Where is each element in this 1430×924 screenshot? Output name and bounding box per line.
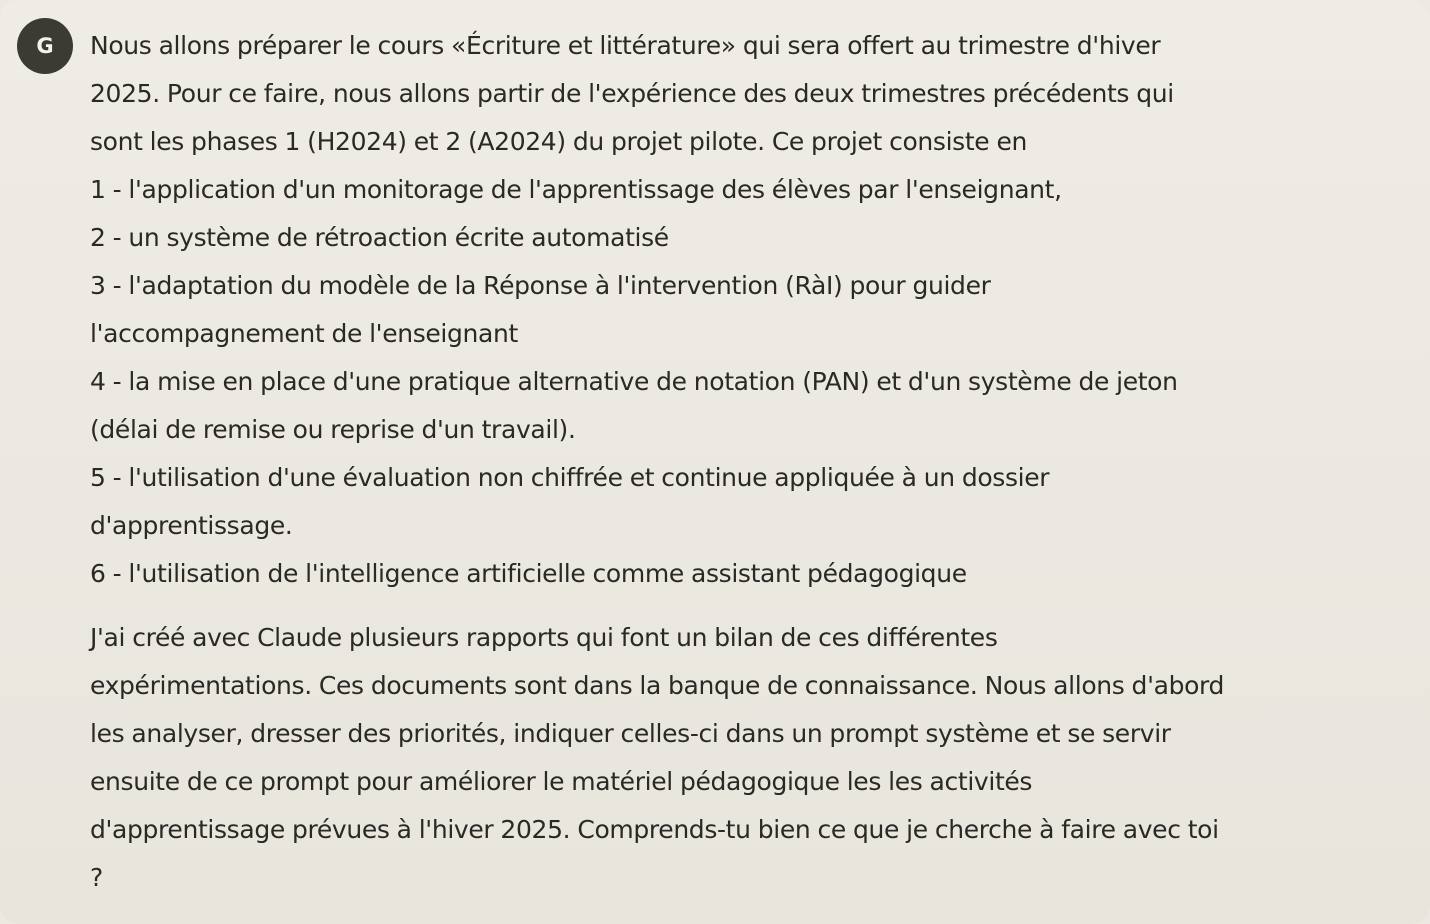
list-item-2: 2 - un système de rétroaction écrite automatisé	[90, 223, 669, 252]
list-item-5: 5 - l'utilisation d'une évaluation non chiffrée et continue appliquée à un dossier	[90, 463, 1050, 492]
list-item-4-continued: (délai de remise ou reprise d'un travail).	[90, 415, 576, 444]
user-avatar[interactable]: G	[17, 18, 73, 74]
list-item-3-continued: l'accompagnement de l'enseignant	[90, 319, 518, 348]
message-line: les analyser, dresser des priorités, indiquer celles-ci dans un prompt système et se servir	[90, 719, 1171, 748]
list-item-3: 3 - l'adaptation du modèle de la Réponse à l'intervention (RàI) pour guider	[90, 271, 991, 300]
message-line: ?	[90, 863, 103, 892]
list-item-1: 1 - l'application d'un monitorage de l'apprentissage des élèves par l'enseignant,	[90, 175, 1062, 204]
message-line: J'ai créé avec Claude plusieurs rapports qui font un bilan de ces différentes	[90, 623, 998, 652]
message-text	[90, 22, 1400, 902]
message-line: 2025. Pour ce faire, nous allons partir de l'expérience des deux trimestres précédents qui	[90, 79, 1174, 108]
message-line: ensuite de ce prompt pour améliorer le matériel pédagogique les les activités	[90, 767, 1033, 796]
list-item-6: 6 - l'utilisation de l'intelligence artificielle comme assistant pédagogique	[90, 559, 967, 588]
list-item-5-continued: d'apprentissage.	[90, 511, 293, 540]
message-line: sont les phases 1 (H2024) et 2 (A2024) du projet pilote. Ce projet consiste en	[90, 127, 1027, 156]
paragraph-gap	[90, 598, 1400, 614]
message-line: Nous allons préparer le cours «Écriture et littérature» qui sera offert au trimestre d'hiver	[90, 31, 1161, 60]
message-line: d'apprentissage prévues à l'hiver 2025. Comprends-tu bien ce que je cherche à faire avec toi	[90, 815, 1219, 844]
list-item-4: 4 - la mise en place d'une pratique alternative de notation (PAN) et d'un système de jeton	[90, 367, 1178, 396]
message-line: expérimentations. Ces documents sont dans la banque de connaissance. Nous allons d'abord	[90, 671, 1225, 700]
